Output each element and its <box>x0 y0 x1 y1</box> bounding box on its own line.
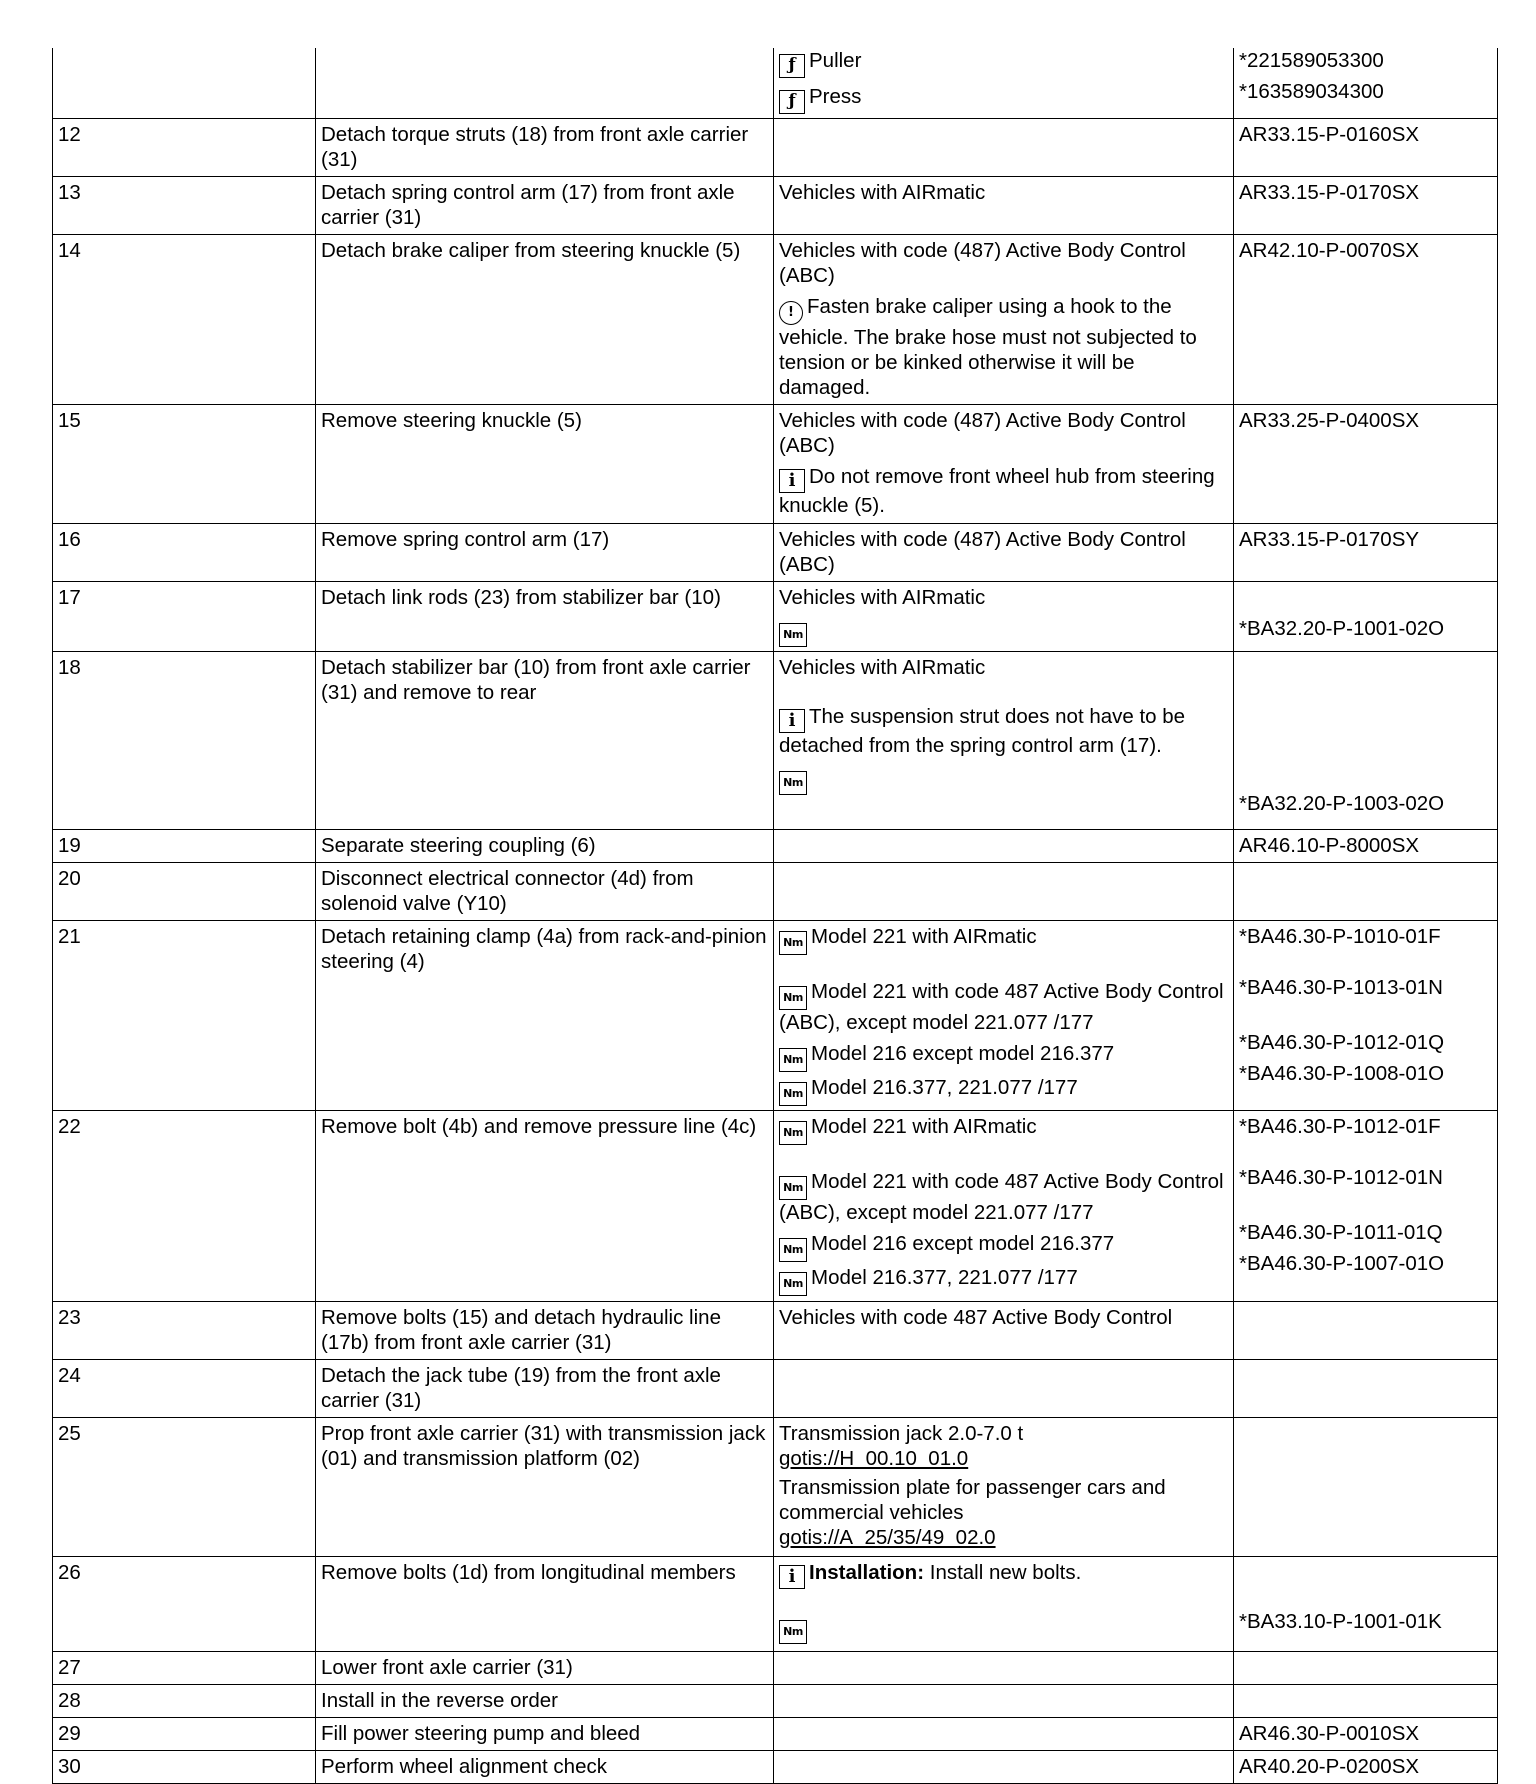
table-row <box>53 652 1498 830</box>
table-row <box>53 1685 1498 1718</box>
ref-link[interactable]: AR33.25-P-0400SX <box>1234 405 1498 524</box>
ref-cell <box>1234 1685 1498 1718</box>
notes-cell <box>774 235 1234 405</box>
notes-cell <box>774 1652 1234 1685</box>
ref-link[interactable]: *163589034300 <box>1239 80 1384 103</box>
notes-cell <box>774 1111 1234 1302</box>
action-cell: Remove bolts (1d) from longitudinal members <box>316 1557 774 1652</box>
torque-nm-icon[interactable]: Nm <box>779 1176 807 1200</box>
table-row <box>53 119 1498 177</box>
table-row <box>53 48 1498 119</box>
info-text: The suspension strut does not have to be detached from the spring control arm (17). <box>779 705 1186 757</box>
action-cell: Detach stabilizer bar (10) from front axle carrier (31) and remove to rear <box>316 652 774 830</box>
action-cell: Detach torque struts (18) from front axle carrier (31) <box>316 119 774 177</box>
action-cell: Disconnect electrical connector (4d) from solenoid valve (Y10) <box>316 863 774 921</box>
table-row <box>53 405 1498 524</box>
step-cell: 22 <box>53 1111 316 1302</box>
tool-text: Transmission plate for passenger cars and commercial vehicles <box>779 1476 1166 1524</box>
table-row <box>53 1652 1498 1685</box>
step-cell: 19 <box>53 830 316 863</box>
tool-link[interactable]: gotis://H_00.10_01.0 <box>779 1447 969 1470</box>
ref-cell <box>1234 863 1498 921</box>
warning-text: Fasten brake caliper using a hook to the vehicle. The brake hose must not subjected to tension or be kinked otherwise it will be damaged. <box>779 295 1197 399</box>
ref-link[interactable]: *BA46.30-P-1008-01O <box>1239 1062 1445 1085</box>
tool-puller: Puller <box>809 49 862 72</box>
ref-link[interactable]: *BA46.30-P-1012-01F <box>1239 1115 1441 1138</box>
procedure-table <box>52 48 1498 1784</box>
table-row <box>53 1360 1498 1418</box>
torque-note: Model 221 with AIRmatic <box>811 1115 1037 1138</box>
torque-note: Model 216.377, 221.077 /177 <box>811 1266 1078 1289</box>
action-cell: Detach spring control arm (17) from front axle carrier (31) <box>316 177 774 235</box>
step-cell: 28 <box>53 1685 316 1718</box>
torque-nm-icon[interactable]: Nm <box>779 771 807 795</box>
table-row <box>53 1302 1498 1360</box>
ref-cell <box>1234 582 1498 652</box>
table-row <box>53 830 1498 863</box>
notes-cell <box>774 119 1234 177</box>
vehicle-note: Vehicles with AIRmatic <box>779 656 986 679</box>
step-cell: 15 <box>53 405 316 524</box>
torque-nm-icon[interactable]: Nm <box>779 1048 807 1072</box>
torque-nm-icon[interactable]: Nm <box>779 931 807 955</box>
ref-cell <box>1234 652 1498 830</box>
torque-note: Model 216.377, 221.077 /177 <box>811 1076 1078 1099</box>
vehicle-note: Vehicles with code (487) Active Body Control (ABC) <box>779 409 1186 457</box>
step-cell: 21 <box>53 921 316 1111</box>
action-cell: Fill power steering pump and bleed <box>316 1718 774 1751</box>
torque-nm-icon[interactable]: Nm <box>779 986 807 1010</box>
torque-note: Model 221 with code 487 Active Body Control (ABC), except model 221.077 /177 <box>779 980 1224 1034</box>
installation-text: Install new bolts. <box>924 1561 1082 1584</box>
action-cell: Install in the reverse order <box>316 1685 774 1718</box>
step-cell: 18 <box>53 652 316 830</box>
table-row <box>53 1751 1498 1784</box>
table-row <box>53 921 1498 1111</box>
ref-link[interactable]: *BA33.10-P-1001-01K <box>1239 1610 1442 1633</box>
torque-note: Model 216 except model 216.377 <box>811 1232 1115 1255</box>
step-cell: 17 <box>53 582 316 652</box>
ref-cell <box>1234 1111 1498 1302</box>
warning-icon: ! <box>779 301 803 325</box>
tool-text: Transmission jack 2.0-7.0 t <box>779 1422 1024 1445</box>
ref-cell <box>1234 1302 1498 1360</box>
notes-cell <box>774 921 1234 1111</box>
step-cell: 24 <box>53 1360 316 1418</box>
notes-cell <box>774 48 1234 119</box>
ref-cell <box>1234 1418 1498 1557</box>
notes-cell <box>774 830 1234 863</box>
ref-link[interactable]: *BA46.30-P-1007-01O <box>1239 1252 1445 1275</box>
ref-link[interactable]: *BA46.30-P-1011-01Q <box>1239 1221 1443 1244</box>
step-cell: 20 <box>53 863 316 921</box>
ref-link[interactable]: AR33.15-P-0160SX <box>1234 119 1498 177</box>
ref-link[interactable]: *BA46.30-P-1013-01N <box>1239 976 1443 999</box>
torque-nm-icon[interactable]: Nm <box>779 1121 807 1145</box>
torque-note: Model 221 with AIRmatic <box>811 925 1037 948</box>
table-row <box>53 863 1498 921</box>
ref-cell <box>1234 921 1498 1111</box>
notes-cell <box>774 582 1234 652</box>
action-cell: Lower front axle carrier (31) <box>316 1652 774 1685</box>
tool-link[interactable]: gotis://A_25/35/49_02.0 <box>779 1526 996 1549</box>
step-cell: 13 <box>53 177 316 235</box>
step-cell: 25 <box>53 1418 316 1557</box>
notes-cell <box>774 1360 1234 1418</box>
notes-cell <box>774 652 1234 830</box>
action-cell: Remove spring control arm (17) <box>316 524 774 582</box>
step-cell: 14 <box>53 235 316 405</box>
special-tool-icon: ƒ <box>779 54 805 78</box>
ref-link[interactable]: AR33.15-P-0170SY <box>1234 524 1498 582</box>
tool-press: Press <box>809 85 862 108</box>
step-cell: 30 <box>53 1751 316 1784</box>
action-cell: Remove bolt (4b) and remove pressure line (4c) <box>316 1111 774 1302</box>
step-cell: 23 <box>53 1302 316 1360</box>
notes-cell: Vehicles with code 487 Active Body Control <box>774 1302 1234 1360</box>
info-icon: i <box>779 1565 805 1589</box>
notes-cell <box>774 1751 1234 1784</box>
ref-cell <box>1234 1557 1498 1652</box>
table-row <box>53 1418 1498 1557</box>
torque-nm-icon[interactable]: Nm <box>779 1272 807 1296</box>
ref-link[interactable]: *221589053300 <box>1239 49 1384 72</box>
ref-link[interactable]: AR46.30-P-0010SX <box>1234 1718 1498 1751</box>
action-cell: Detach brake caliper from steering knuckle (5) <box>316 235 774 405</box>
ref-link[interactable]: AR33.15-P-0170SX <box>1234 177 1498 235</box>
torque-nm-icon[interactable]: Nm <box>779 623 807 647</box>
table-row <box>53 235 1498 405</box>
step-cell: 27 <box>53 1652 316 1685</box>
table-row <box>53 1718 1498 1751</box>
table-row <box>53 582 1498 652</box>
action-cell: Remove steering knuckle (5) <box>316 405 774 524</box>
notes-cell <box>774 405 1234 524</box>
step-cell: 29 <box>53 1718 316 1751</box>
notes-cell <box>774 863 1234 921</box>
action-cell: Detach link rods (23) from stabilizer bar (10) <box>316 582 774 652</box>
torque-nm-icon[interactable]: Nm <box>779 1620 807 1644</box>
action-cell: Separate steering coupling (6) <box>316 830 774 863</box>
step-cell: 16 <box>53 524 316 582</box>
ref-cell <box>1234 48 1498 119</box>
notes-cell <box>774 1718 1234 1751</box>
torque-note: Model 216 except model 216.377 <box>811 1042 1115 1065</box>
action-cell: Remove bolts (15) and detach hydraulic line (17b) from front axle carrier (31) <box>316 1302 774 1360</box>
table-row <box>53 524 1498 582</box>
torque-note: Model 221 with code 487 Active Body Control (ABC), except model 221.077 /177 <box>779 1170 1224 1224</box>
ref-link[interactable]: *BA46.30-P-1012-01Q <box>1239 1031 1445 1054</box>
notes-cell <box>774 1418 1234 1557</box>
notes-cell: Vehicles with AIRmatic <box>774 177 1234 235</box>
ref-link[interactable]: *BA32.20-P-1001-02O <box>1239 617 1445 640</box>
info-icon: i <box>779 709 805 733</box>
ref-link[interactable]: AR46.10-P-8000SX <box>1234 830 1498 863</box>
step-cell: 26 <box>53 1557 316 1652</box>
notes-cell: Vehicles with code (487) Active Body Control (ABC) <box>774 524 1234 582</box>
notes-cell <box>774 1685 1234 1718</box>
step-cell <box>53 48 316 119</box>
action-cell: Detach the jack tube (19) from the front axle carrier (31) <box>316 1360 774 1418</box>
action-cell: Detach retaining clamp (4a) from rack-and-pinion steering (4) <box>316 921 774 1111</box>
action-cell: Prop front axle carrier (31) with transmission jack (01) and transmission platform (02) <box>316 1418 774 1557</box>
info-text: Do not remove front wheel hub from steering knuckle (5). <box>779 465 1215 517</box>
ref-link[interactable]: *BA32.20-P-1003-02O <box>1239 792 1445 815</box>
torque-nm-icon[interactable]: Nm <box>779 1238 807 1262</box>
ref-cell <box>1234 1360 1498 1418</box>
info-icon: i <box>779 469 805 493</box>
torque-nm-icon[interactable]: Nm <box>779 1082 807 1106</box>
special-tool-icon: ƒ <box>779 90 805 114</box>
step-cell: 12 <box>53 119 316 177</box>
vehicle-note: Vehicles with AIRmatic <box>779 586 986 609</box>
vehicle-note: Vehicles with code (487) Active Body Control (ABC) <box>779 239 1186 287</box>
notes-cell <box>774 1557 1234 1652</box>
ref-cell <box>1234 1652 1498 1685</box>
action-cell: Perform wheel alignment check <box>316 1751 774 1784</box>
table-row <box>53 1557 1498 1652</box>
ref-link[interactable]: *BA46.30-P-1012-01N <box>1239 1166 1443 1189</box>
table-row <box>53 1111 1498 1302</box>
table-row <box>53 177 1498 235</box>
action-cell <box>316 48 774 119</box>
ref-link[interactable]: AR40.20-P-0200SX <box>1234 1751 1498 1784</box>
ref-link[interactable]: *BA46.30-P-1010-01F <box>1239 925 1441 948</box>
ref-link[interactable]: AR42.10-P-0070SX <box>1234 235 1498 405</box>
installation-label: Installation: <box>809 1561 925 1584</box>
